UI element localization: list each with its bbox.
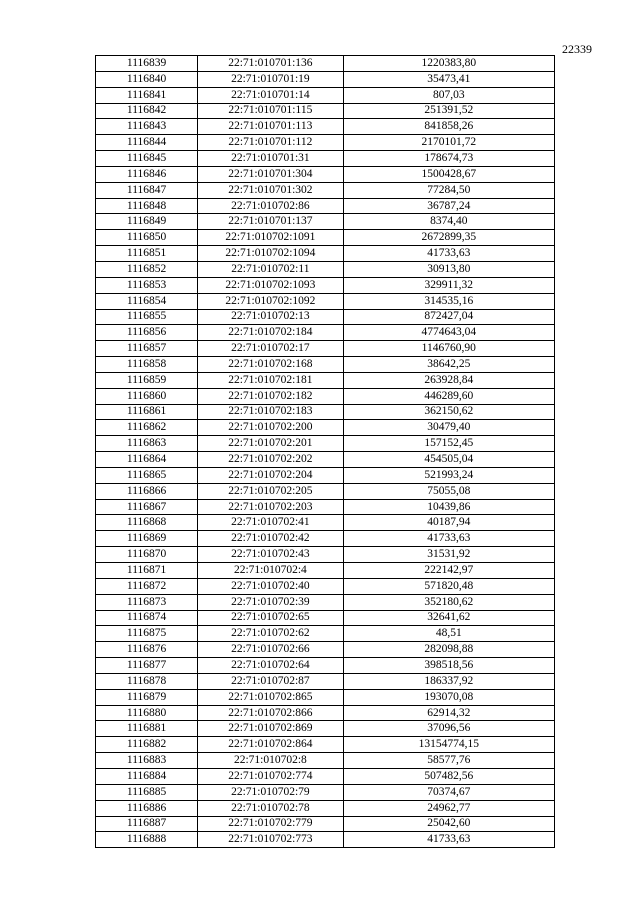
- cadastral-value-cell: 35473,41: [343, 71, 554, 87]
- record-number-cell: 1116843: [96, 119, 198, 135]
- cadastral-number-cell: 22:71:010702:200: [198, 420, 343, 436]
- cadastral-value-cell: 31531,92: [343, 547, 554, 563]
- record-number-cell: 1116871: [96, 563, 198, 579]
- record-number-cell: 1116879: [96, 689, 198, 705]
- cadastral-value-cell: 10439,86: [343, 499, 554, 515]
- cadastral-value-cell: 1500428,67: [343, 166, 554, 182]
- cadastral-number-cell: 22:71:010702:42: [198, 531, 343, 547]
- table-row: [96, 737, 555, 753]
- record-number-cell: 1116844: [96, 135, 198, 151]
- record-number-cell: 1116876: [96, 642, 198, 658]
- cadastral-value-cell: 362150,62: [343, 404, 554, 420]
- table-row: [96, 56, 555, 72]
- table-row: [96, 214, 555, 230]
- record-number-cell: 1116869: [96, 531, 198, 547]
- cadastral-value-cell: 32641,62: [343, 610, 554, 626]
- registry-table: [95, 55, 555, 848]
- record-number-cell: 1116870: [96, 547, 198, 563]
- table-row: [96, 119, 555, 135]
- record-number-cell: 1116881: [96, 721, 198, 737]
- table-row: [96, 182, 555, 198]
- record-number-cell: 1116860: [96, 388, 198, 404]
- table-row: [96, 293, 555, 309]
- cadastral-number-cell: 22:71:010702:204: [198, 467, 343, 483]
- table-row: [96, 325, 555, 341]
- record-number-cell: 1116856: [96, 325, 198, 341]
- cadastral-number-cell: 22:71:010701:14: [198, 87, 343, 103]
- table-row: [96, 721, 555, 737]
- cadastral-number-cell: 22:71:010701:113: [198, 119, 343, 135]
- cadastral-number-cell: 22:71:010702:66: [198, 642, 343, 658]
- table-row: [96, 341, 555, 357]
- table-row: [96, 452, 555, 468]
- record-number-cell: 1116858: [96, 357, 198, 373]
- table-row: [96, 309, 555, 325]
- record-number-cell: 1116840: [96, 71, 198, 87]
- table-row: [96, 642, 555, 658]
- record-number-cell: 1116867: [96, 499, 198, 515]
- cadastral-number-cell: 22:71:010701:31: [198, 151, 343, 167]
- cadastral-number-cell: 22:71:010702:41: [198, 515, 343, 531]
- cadastral-value-cell: 807,03: [343, 87, 554, 103]
- cadastral-number-cell: 22:71:010701:304: [198, 166, 343, 182]
- table-row: [96, 768, 555, 784]
- cadastral-value-cell: 37096,56: [343, 721, 554, 737]
- record-number-cell: 1116887: [96, 816, 198, 832]
- table-row: [96, 610, 555, 626]
- cadastral-number-cell: 22:71:010702:779: [198, 816, 343, 832]
- table-row: [96, 689, 555, 705]
- record-number-cell: 1116888: [96, 832, 198, 848]
- record-number-cell: 1116865: [96, 467, 198, 483]
- cadastral-number-cell: 22:71:010701:19: [198, 71, 343, 87]
- table-row: [96, 467, 555, 483]
- cadastral-value-cell: 178674,73: [343, 151, 554, 167]
- page-number: 22339: [562, 42, 592, 56]
- cadastral-number-cell: 22:71:010702:8: [198, 753, 343, 769]
- table-row: [96, 626, 555, 642]
- cadastral-value-cell: 263928,84: [343, 372, 554, 388]
- cadastral-number-cell: 22:71:010702:86: [198, 198, 343, 214]
- table-row: [96, 372, 555, 388]
- cadastral-number-cell: 22:71:010702:202: [198, 452, 343, 468]
- cadastral-number-cell: 22:71:010702:182: [198, 388, 343, 404]
- cadastral-value-cell: 77284,50: [343, 182, 554, 198]
- record-number-cell: 1116857: [96, 341, 198, 357]
- cadastral-number-cell: 22:71:010701:302: [198, 182, 343, 198]
- cadastral-number-cell: 22:71:010702:203: [198, 499, 343, 515]
- record-number-cell: 1116873: [96, 594, 198, 610]
- cadastral-number-cell: 22:71:010701:115: [198, 103, 343, 119]
- record-number-cell: 1116866: [96, 483, 198, 499]
- table-row: [96, 357, 555, 373]
- table-row: [96, 246, 555, 262]
- record-number-cell: 1116841: [96, 87, 198, 103]
- record-number-cell: 1116853: [96, 277, 198, 293]
- cadastral-number-cell: 22:71:010702:184: [198, 325, 343, 341]
- cadastral-value-cell: 62914,32: [343, 705, 554, 721]
- cadastral-number-cell: 22:71:010702:43: [198, 547, 343, 563]
- table-row: [96, 166, 555, 182]
- cadastral-value-cell: 521993,24: [343, 467, 554, 483]
- cadastral-number-cell: 22:71:010702:13: [198, 309, 343, 325]
- cadastral-value-cell: 2672899,35: [343, 230, 554, 246]
- record-number-cell: 1116874: [96, 610, 198, 626]
- cadastral-value-cell: 41733,63: [343, 246, 554, 262]
- record-number-cell: 1116880: [96, 705, 198, 721]
- cadastral-number-cell: 22:71:010701:137: [198, 214, 343, 230]
- record-number-cell: 1116864: [96, 452, 198, 468]
- cadastral-value-cell: 41733,63: [343, 832, 554, 848]
- record-number-cell: 1116883: [96, 753, 198, 769]
- record-number-cell: 1116868: [96, 515, 198, 531]
- table-row: [96, 753, 555, 769]
- table-row: [96, 578, 555, 594]
- table-row: [96, 87, 555, 103]
- cadastral-number-cell: 22:71:010702:1094: [198, 246, 343, 262]
- record-number-cell: 1116861: [96, 404, 198, 420]
- cadastral-value-cell: 40187,94: [343, 515, 554, 531]
- table-body: [96, 56, 555, 848]
- record-number-cell: 1116854: [96, 293, 198, 309]
- table-row: [96, 420, 555, 436]
- table-row: [96, 594, 555, 610]
- record-number-cell: 1116846: [96, 166, 198, 182]
- cadastral-number-cell: 22:71:010702:17: [198, 341, 343, 357]
- record-number-cell: 1116872: [96, 578, 198, 594]
- record-number-cell: 1116848: [96, 198, 198, 214]
- cadastral-number-cell: 22:71:010702:62: [198, 626, 343, 642]
- record-number-cell: 1116849: [96, 214, 198, 230]
- cadastral-number-cell: 22:71:010701:136: [198, 56, 343, 72]
- table-row: [96, 563, 555, 579]
- table-row: [96, 71, 555, 87]
- cadastral-value-cell: 75055,08: [343, 483, 554, 499]
- cadastral-value-cell: 30479,40: [343, 420, 554, 436]
- record-number-cell: 1116852: [96, 261, 198, 277]
- table-row: [96, 832, 555, 848]
- cadastral-value-cell: 25042,60: [343, 816, 554, 832]
- cadastral-number-cell: 22:71:010701:112: [198, 135, 343, 151]
- record-number-cell: 1116862: [96, 420, 198, 436]
- cadastral-value-cell: 58577,76: [343, 753, 554, 769]
- record-number-cell: 1116847: [96, 182, 198, 198]
- table-row: [96, 388, 555, 404]
- cadastral-value-cell: 38642,25: [343, 357, 554, 373]
- cadastral-number-cell: 22:71:010702:205: [198, 483, 343, 499]
- cadastral-value-cell: 398518,56: [343, 658, 554, 674]
- cadastral-number-cell: 22:71:010702:774: [198, 768, 343, 784]
- table-row: [96, 277, 555, 293]
- cadastral-number-cell: 22:71:010702:79: [198, 784, 343, 800]
- cadastral-value-cell: 48,51: [343, 626, 554, 642]
- cadastral-value-cell: 24962,77: [343, 800, 554, 816]
- table-row: [96, 404, 555, 420]
- table-row: [96, 103, 555, 119]
- record-number-cell: 1116851: [96, 246, 198, 262]
- table-row: [96, 673, 555, 689]
- cadastral-value-cell: 13154774,15: [343, 737, 554, 753]
- cadastral-value-cell: 1220383,80: [343, 56, 554, 72]
- cadastral-value-cell: 70374,67: [343, 784, 554, 800]
- cadastral-number-cell: 22:71:010702:864: [198, 737, 343, 753]
- cadastral-number-cell: 22:71:010702:87: [198, 673, 343, 689]
- cadastral-value-cell: 507482,56: [343, 768, 554, 784]
- record-number-cell: 1116877: [96, 658, 198, 674]
- cadastral-value-cell: 454505,04: [343, 452, 554, 468]
- cadastral-value-cell: 446289,60: [343, 388, 554, 404]
- table-row: [96, 135, 555, 151]
- table-row: [96, 436, 555, 452]
- cadastral-number-cell: 22:71:010702:40: [198, 578, 343, 594]
- cadastral-value-cell: 571820,48: [343, 578, 554, 594]
- record-number-cell: 1116845: [96, 151, 198, 167]
- cadastral-value-cell: 1146760,90: [343, 341, 554, 357]
- cadastral-value-cell: 8374,40: [343, 214, 554, 230]
- record-number-cell: 1116855: [96, 309, 198, 325]
- cadastral-number-cell: 22:71:010702:78: [198, 800, 343, 816]
- cadastral-number-cell: 22:71:010702:65: [198, 610, 343, 626]
- cadastral-number-cell: 22:71:010702:1093: [198, 277, 343, 293]
- table-row: [96, 800, 555, 816]
- cadastral-value-cell: 36787,24: [343, 198, 554, 214]
- cadastral-number-cell: 22:71:010702:865: [198, 689, 343, 705]
- cadastral-number-cell: 22:71:010702:869: [198, 721, 343, 737]
- cadastral-number-cell: 22:71:010702:773: [198, 832, 343, 848]
- cadastral-value-cell: 251391,52: [343, 103, 554, 119]
- table-row: [96, 261, 555, 277]
- cadastral-value-cell: 352180,62: [343, 594, 554, 610]
- cadastral-number-cell: 22:71:010702:168: [198, 357, 343, 373]
- table-row: [96, 198, 555, 214]
- table-row: [96, 499, 555, 515]
- cadastral-number-cell: 22:71:010702:11: [198, 261, 343, 277]
- record-number-cell: 1116875: [96, 626, 198, 642]
- cadastral-value-cell: 314535,16: [343, 293, 554, 309]
- cadastral-value-cell: 41733,63: [343, 531, 554, 547]
- table-row: [96, 705, 555, 721]
- cadastral-number-cell: 22:71:010702:183: [198, 404, 343, 420]
- cadastral-number-cell: 22:71:010702:181: [198, 372, 343, 388]
- table-row: [96, 483, 555, 499]
- table-row: [96, 816, 555, 832]
- cadastral-number-cell: 22:71:010702:1092: [198, 293, 343, 309]
- cadastral-number-cell: 22:71:010702:39: [198, 594, 343, 610]
- cadastral-value-cell: 193070,08: [343, 689, 554, 705]
- cadastral-value-cell: 157152,45: [343, 436, 554, 452]
- record-number-cell: 1116863: [96, 436, 198, 452]
- table-row: [96, 784, 555, 800]
- table-row: [96, 151, 555, 167]
- record-number-cell: 1116842: [96, 103, 198, 119]
- cadastral-value-cell: 841858,26: [343, 119, 554, 135]
- record-number-cell: 1116882: [96, 737, 198, 753]
- cadastral-value-cell: 4774643,04: [343, 325, 554, 341]
- table-row: [96, 230, 555, 246]
- cadastral-number-cell: 22:71:010702:1091: [198, 230, 343, 246]
- record-number-cell: 1116878: [96, 673, 198, 689]
- record-number-cell: 1116850: [96, 230, 198, 246]
- record-number-cell: 1116885: [96, 784, 198, 800]
- cadastral-value-cell: 329911,32: [343, 277, 554, 293]
- cadastral-number-cell: 22:71:010702:866: [198, 705, 343, 721]
- record-number-cell: 1116839: [96, 56, 198, 72]
- cadastral-number-cell: 22:71:010702:4: [198, 563, 343, 579]
- table-row: [96, 658, 555, 674]
- cadastral-value-cell: 30913,80: [343, 261, 554, 277]
- cadastral-number-cell: 22:71:010702:201: [198, 436, 343, 452]
- table-row: [96, 531, 555, 547]
- cadastral-value-cell: 186337,92: [343, 673, 554, 689]
- table-row: [96, 547, 555, 563]
- table-row: [96, 515, 555, 531]
- cadastral-value-cell: 2170101,72: [343, 135, 554, 151]
- cadastral-value-cell: 222142,97: [343, 563, 554, 579]
- cadastral-value-cell: 282098,88: [343, 642, 554, 658]
- cadastral-number-cell: 22:71:010702:64: [198, 658, 343, 674]
- record-number-cell: 1116859: [96, 372, 198, 388]
- record-number-cell: 1116884: [96, 768, 198, 784]
- record-number-cell: 1116886: [96, 800, 198, 816]
- cadastral-value-cell: 872427,04: [343, 309, 554, 325]
